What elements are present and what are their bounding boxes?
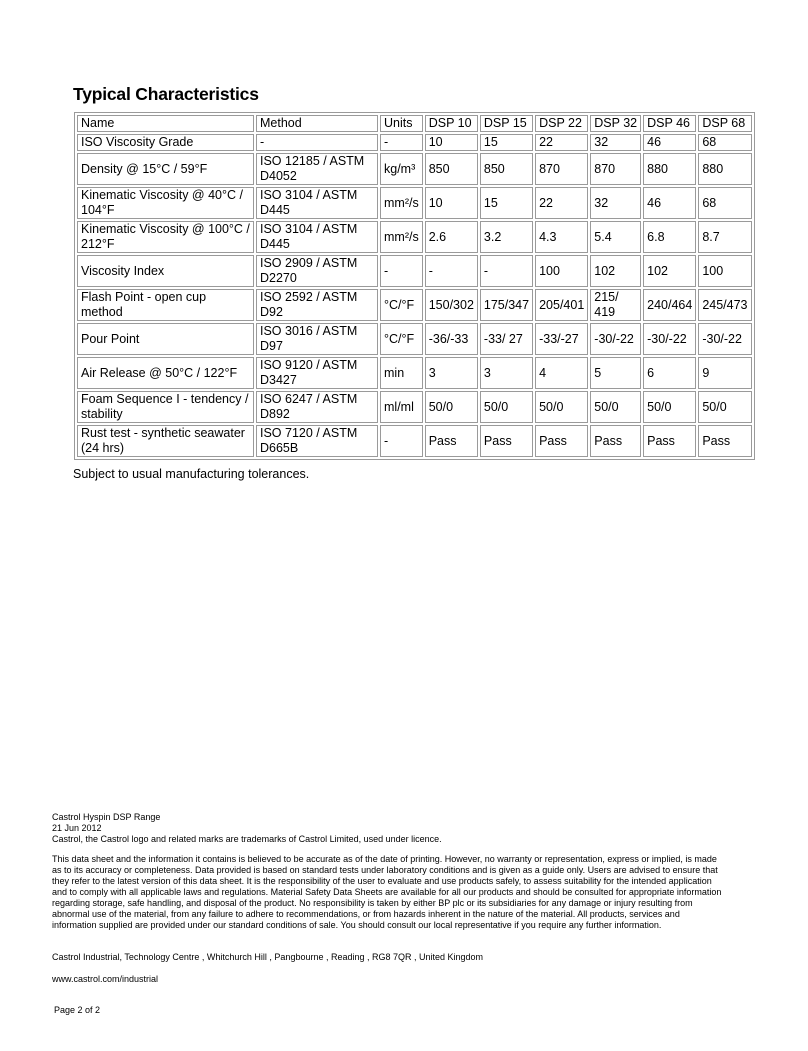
table-cell: 68 [698,187,751,219]
table-cell: 205/401 [535,289,588,321]
table-cell: 15 [480,187,533,219]
table-cell: ISO 9120 / ASTM D3427 [256,357,378,389]
table-cell: 215/ 419 [590,289,641,321]
table-row [77,221,752,253]
table-cell: - [380,255,423,287]
table-cell: Air Release @ 50°C / 122°F [77,357,254,389]
table-cell: 870 [590,153,641,185]
table-cell: 5.4 [590,221,641,253]
table-cell: -33/ 27 [480,323,533,355]
table-cell: Density @ 15°C / 59°F [77,153,254,185]
table-cell: 880 [643,153,696,185]
table-cell: °C/°F [380,289,423,321]
tolerance-note: Subject to usual manufacturing tolerances. [73,467,310,481]
table-cell: min [380,357,423,389]
table-cell: Pass [590,425,641,457]
table-cell: ISO 3104 / ASTM D445 [256,187,378,219]
table-cell: Kinematic Viscosity @ 40°C / 104°F [77,187,254,219]
table-row [77,187,752,219]
table-cell: 8.7 [698,221,751,253]
table-row [77,391,752,423]
table-cell: ISO 6247 / ASTM D892 [256,391,378,423]
table-cell: Rust test - synthetic seawater (24 hrs) [77,425,254,457]
table-cell: 50/0 [590,391,641,423]
table-cell: -36/-33 [425,323,478,355]
column-header: Name [77,115,254,132]
table-row [77,255,752,287]
table-cell: ISO 12185 / ASTM D4052 [256,153,378,185]
table-cell: °C/°F [380,323,423,355]
table-cell: ISO 7120 / ASTM D665B [256,425,378,457]
table-cell: 2.6 [425,221,478,253]
table-cell: Viscosity Index [77,255,254,287]
table-cell: -33/-27 [535,323,588,355]
table-cell: Pass [480,425,533,457]
table-cell: 100 [698,255,751,287]
footer-date: 21 Jun 2012 [52,823,102,833]
table-cell: 880 [698,153,751,185]
table-cell: 175/347 [480,289,533,321]
table-cell: 9 [698,357,751,389]
footer-trademark: Castrol, the Castrol logo and related marks are trademarks of Castrol Limited, used under licence. [52,834,442,844]
table-cell: 50/0 [480,391,533,423]
table-header-row [77,115,752,132]
table-cell: 15 [480,134,533,151]
table-cell: kg/m³ [380,153,423,185]
table-cell: 5 [590,357,641,389]
table-cell: - [425,255,478,287]
table-cell: 46 [643,187,696,219]
column-header: DSP 68 [698,115,751,132]
table-cell: 4.3 [535,221,588,253]
column-header: Units [380,115,423,132]
table-cell: 68 [698,134,751,151]
table-cell: 870 [535,153,588,185]
table-cell: - [380,134,423,151]
table-cell: 50/0 [698,391,751,423]
table-row [77,153,752,185]
table-cell: 46 [643,134,696,151]
table-cell: -30/-22 [698,323,751,355]
table-cell: 150/302 [425,289,478,321]
table-cell: ISO Viscosity Grade [77,134,254,151]
table-cell: - [380,425,423,457]
table-cell: Flash Point - open cup method [77,289,254,321]
footer-product-name: Castrol Hyspin DSP Range [52,812,161,822]
table-cell: - [480,255,533,287]
table-cell: 850 [480,153,533,185]
table-cell: ISO 2592 / ASTM D92 [256,289,378,321]
table-cell: -30/-22 [590,323,641,355]
table-cell: ISO 2909 / ASTM D2270 [256,255,378,287]
footer-website: www.castrol.com/industrial [52,974,159,984]
table-cell: 102 [590,255,641,287]
table-cell: 50/0 [643,391,696,423]
table-row [77,425,752,457]
table-cell: Foam Sequence I - tendency / stability [77,391,254,423]
table-cell: 850 [425,153,478,185]
table-cell: 50/0 [425,391,478,423]
footer-disclaimer: This data sheet and the information it contains is believed to be accurate as of the date of printing. However, no warranty or representation, express or implied, is made as to its accuracy or completeness. Data provided is based on standard tests under laboratory conditions and is given as a guide only. Users are advised to ensure that they refer to the latest version of this data sheet. It is the responsibility of the user to evaluate and use products safely, to assess suitability for the intended application and to comply with all applicable laws and regulations. Material Safety Data Sheets are available for all our products and should be consulted for appropriate information regarding storage, safe handling, and disposal of the product. No responsibility is taken by either BP plc or its subsidiaries for any damage or injury resulting from abnormal use of the material, from any failure to adhere to recommendations, or from hazards inherent in the nature of the material. All products, services and information supplied are provided under our standard conditions of sale. You should consult our local representative if you require any further information. [52,854,722,930]
column-header: DSP 46 [643,115,696,132]
table-row [77,357,752,389]
table-cell: Kinematic Viscosity @ 100°C / 212°F [77,221,254,253]
column-header: DSP 32 [590,115,641,132]
table-cell: ISO 3104 / ASTM D445 [256,221,378,253]
table-cell: mm²/s [380,221,423,253]
table-cell: 10 [425,134,478,151]
table-cell: mm²/s [380,187,423,219]
footer-address: Castrol Industrial, Technology Centre , Whitchurch Hill , Pangbourne , Reading , RG8 7QR , United Kingdom [52,952,484,962]
table-cell: 6 [643,357,696,389]
page-number: Page 2 of 2 [54,1005,101,1015]
table-cell: 10 [425,187,478,219]
column-header: Method [256,115,378,132]
table-cell: -30/-22 [643,323,696,355]
table-cell: 100 [535,255,588,287]
characteristics-table [74,112,755,460]
table-cell: 32 [590,134,641,151]
table-cell: 3 [480,357,533,389]
table-cell: 3 [425,357,478,389]
page-heading: Typical Characteristics [73,84,259,104]
table-cell: 3.2 [480,221,533,253]
column-header: DSP 10 [425,115,478,132]
table-cell: 22 [535,187,588,219]
table-cell: - [256,134,378,151]
table-row [77,323,752,355]
column-header: DSP 15 [480,115,533,132]
table-cell: Pass [643,425,696,457]
table-cell: 32 [590,187,641,219]
table-cell: 6.8 [643,221,696,253]
table-cell: 50/0 [535,391,588,423]
table-cell: 245/473 [698,289,751,321]
table-cell: Pour Point [77,323,254,355]
table-cell: Pass [535,425,588,457]
table-cell: Pass [425,425,478,457]
table-cell: ISO 3016 / ASTM D97 [256,323,378,355]
table-row [77,134,752,151]
table-cell: 4 [535,357,588,389]
table-cell: Pass [698,425,751,457]
table-cell: ml/ml [380,391,423,423]
table-row [77,289,752,321]
table-cell: 102 [643,255,696,287]
table-cell: 240/464 [643,289,696,321]
column-header: DSP 22 [535,115,588,132]
table-cell: 22 [535,134,588,151]
